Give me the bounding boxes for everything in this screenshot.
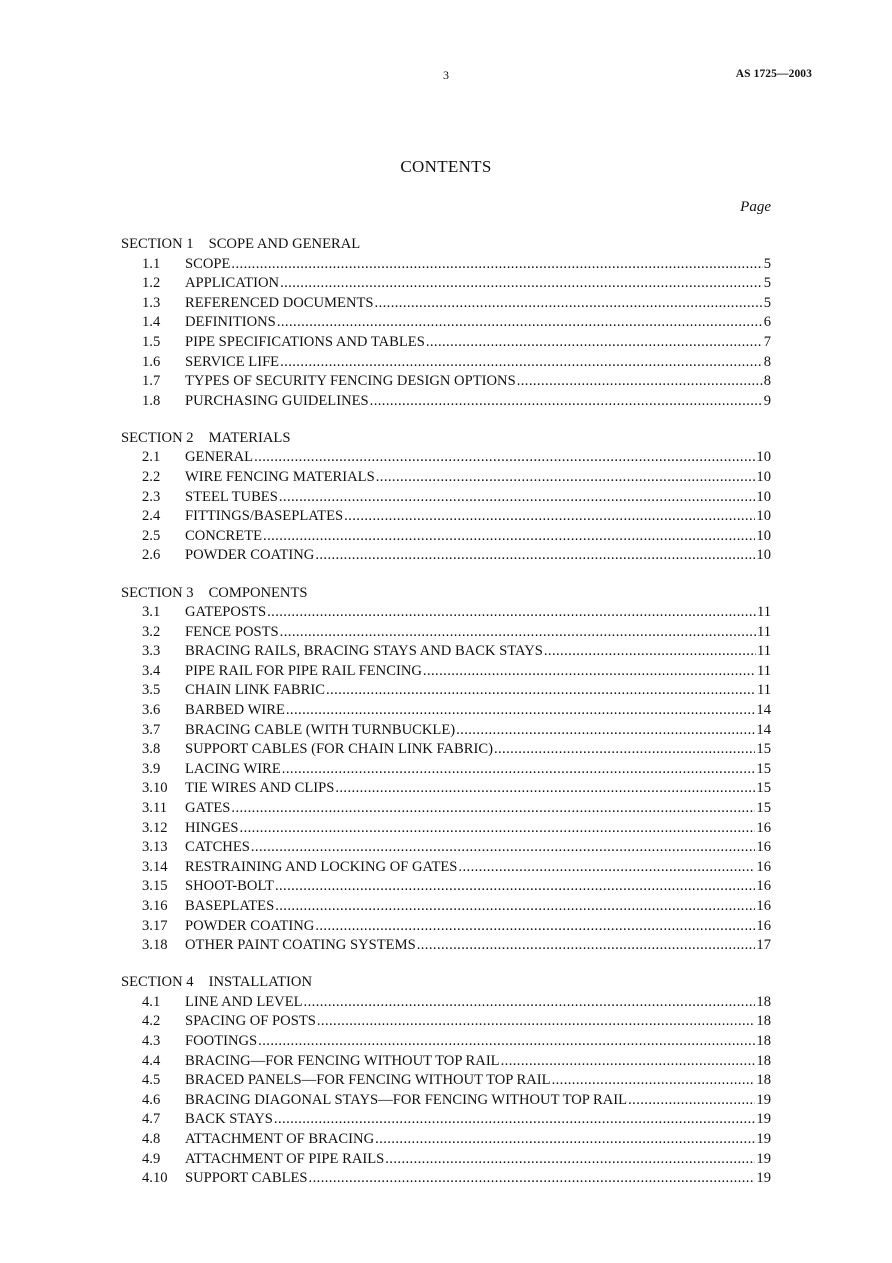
entry-title: WIRE FENCING MATERIALS (185, 469, 375, 486)
entry-title: PIPE SPECIFICATIONS AND TABLES (185, 333, 425, 350)
entry-page-number: 11 (756, 662, 771, 679)
entry-title: CONCRETE (185, 527, 263, 544)
toc-entry[interactable] (121, 838, 771, 858)
toc-entry[interactable] (121, 701, 771, 721)
entry-number: 1.2 (142, 275, 161, 292)
entry-title: POWDER COATING (185, 547, 315, 564)
toc-entry[interactable] (121, 353, 771, 373)
entry-number: 3.7 (142, 721, 161, 738)
entry-page-number: 11 (756, 682, 771, 699)
entry-title: RESTRAINING AND LOCKING OF GATES (185, 858, 458, 875)
toc-entry[interactable] (121, 799, 771, 819)
dot-leader (267, 603, 756, 623)
entry-page-number: 16 (756, 819, 771, 836)
dot-leader (277, 313, 763, 333)
entry-page-number: 19 (756, 1170, 771, 1187)
toc-entry[interactable] (121, 760, 771, 780)
entry-page-number: 19 (756, 1091, 771, 1108)
entry-page-number: 16 (756, 898, 771, 914)
entry-title: BRACED PANELS—FOR FENCING WITHOUT TOP RAIL (185, 1072, 551, 1089)
entry-page-number: 11 (756, 604, 771, 621)
toc-entry[interactable] (121, 623, 771, 643)
entry-number: 3.10 (142, 780, 168, 797)
entry-title: TYPES OF SECURITY FENCING DESIGN OPTIONS (185, 373, 516, 390)
dot-leader (274, 1110, 755, 1130)
dot-leader (251, 838, 756, 858)
contents-title: CONTENTS (400, 157, 492, 176)
toc-entry[interactable] (121, 392, 771, 412)
dot-leader (280, 274, 763, 294)
toc-entry[interactable] (121, 274, 771, 294)
toc-entry[interactable] (121, 1091, 771, 1111)
entry-page-number: 16 (756, 878, 771, 895)
entry-number: 1.1 (142, 255, 161, 272)
toc-entry[interactable] (121, 603, 771, 623)
entry-title: SCOPE (185, 255, 231, 272)
toc-entry[interactable] (121, 1110, 771, 1130)
table-of-contents (121, 235, 771, 1206)
entry-page-number: 16 (756, 839, 771, 856)
toc-entry[interactable] (121, 1150, 771, 1170)
entry-page-number: 10 (756, 547, 771, 564)
entry-number: 1.5 (142, 333, 161, 350)
dot-leader (417, 936, 756, 956)
entry-page-number: 10 (756, 527, 771, 544)
toc-entry[interactable] (121, 527, 771, 547)
entry-title: LINE AND LEVEL (185, 993, 303, 1010)
entry-number: 2.1 (142, 449, 161, 466)
section-title: INSTALLATION (208, 974, 312, 991)
section-heading[interactable] (121, 235, 771, 255)
dot-leader (552, 1071, 756, 1091)
toc-entry[interactable] (121, 372, 771, 392)
entry-title: CATCHES (185, 839, 250, 856)
entry-title: BRACING CABLE (WITH TURNBUCKLE) (185, 721, 456, 738)
toc-entry[interactable] (121, 294, 771, 314)
entry-title: PIPE RAIL FOR PIPE RAIL FENCING (185, 662, 422, 679)
entry-title: FITTINGS/BASEPLATES (185, 508, 344, 525)
entry-page-number: 15 (756, 760, 771, 777)
entry-title: BACK STAYS (185, 1111, 273, 1128)
entry-title: REFERENCED DOCUMENTS (185, 294, 374, 311)
entry-number: 2.5 (142, 527, 161, 544)
entry-title: STEEL TUBES (185, 488, 278, 505)
dot-leader (254, 448, 755, 468)
toc-entry[interactable] (121, 779, 771, 799)
entry-title: BARBED WIRE (185, 702, 285, 719)
toc-entry[interactable] (121, 507, 771, 527)
dot-leader (275, 877, 755, 897)
dot-leader (326, 681, 756, 701)
entry-number: 4.1 (142, 993, 161, 1010)
toc-entry[interactable] (121, 662, 771, 682)
dot-leader (275, 897, 755, 917)
entry-title: POWDER COATING (185, 917, 315, 934)
toc-entry[interactable] (121, 255, 771, 275)
dot-leader (231, 255, 762, 275)
dot-leader (280, 353, 763, 373)
entry-page-number: 15 (756, 800, 771, 817)
section-heading[interactable] (121, 973, 771, 993)
entry-number: 2.4 (142, 508, 161, 525)
entry-title: GENERAL (185, 449, 254, 466)
dot-leader (375, 294, 763, 314)
entry-number: 3.2 (142, 623, 161, 640)
section-number: SECTION 2 (121, 429, 194, 446)
entry-number: 2.6 (142, 547, 161, 564)
entry-page-number: 18 (756, 1072, 771, 1089)
entry-title: BRACING—FOR FENCING WITHOUT TOP RAIL (185, 1052, 500, 1069)
standard-identifier: AS 1725—2003 (735, 68, 812, 80)
entry-title: OTHER PAINT COATING SYSTEMS (185, 937, 416, 954)
entry-number: 2.2 (142, 469, 161, 486)
entry-number: 1.8 (142, 392, 161, 409)
entry-number: 3.8 (142, 741, 161, 758)
dot-leader (335, 779, 755, 799)
entry-number: 4.6 (142, 1091, 161, 1108)
entry-title: SERVICE LIFE (185, 353, 280, 370)
toc-entry[interactable] (121, 740, 771, 760)
entry-page-number: 15 (756, 741, 771, 758)
entry-page-number: 16 (756, 917, 771, 934)
entry-title: LACING WIRE (185, 760, 281, 777)
entry-title: ATTACHMENT OF BRACING (185, 1131, 375, 1148)
toc-entry[interactable] (121, 1052, 771, 1072)
entry-title: SHOOT-BOLT (185, 878, 274, 895)
dot-leader (628, 1091, 755, 1111)
section-title: COMPONENTS (208, 584, 308, 601)
entry-page-number: 16 (756, 858, 771, 875)
entry-number: 3.6 (142, 702, 161, 719)
toc-section (121, 973, 771, 1189)
toc-section (121, 429, 771, 566)
entry-page-number: 15 (756, 780, 771, 797)
toc-entry[interactable] (121, 1071, 771, 1091)
entry-page-number: 18 (756, 1033, 771, 1050)
page-column-label: Page (740, 199, 771, 215)
page-number: 3 (443, 68, 449, 82)
dot-leader (258, 1032, 755, 1052)
toc-entry[interactable] (121, 468, 771, 488)
entry-number: 3.12 (142, 819, 168, 836)
toc-entry[interactable] (121, 313, 771, 333)
entry-number: 4.8 (142, 1131, 161, 1148)
entry-number: 3.14 (142, 858, 168, 875)
entry-page-number: 5 (763, 294, 771, 311)
entry-number: 3.18 (142, 937, 168, 954)
dot-leader (370, 392, 763, 412)
entry-number: 3.1 (142, 604, 161, 621)
entry-number: 4.7 (142, 1111, 161, 1128)
toc-entry[interactable] (121, 1032, 771, 1052)
entry-page-number: 19 (756, 1131, 771, 1148)
entry-number: 3.13 (142, 839, 168, 856)
entry-number: 4.9 (142, 1150, 161, 1167)
dot-leader (501, 1052, 756, 1072)
entry-page-number: 18 (756, 1052, 771, 1069)
entry-page-number: 11 (756, 643, 771, 660)
entry-page-number: 18 (756, 1013, 771, 1030)
dot-leader (309, 1169, 756, 1189)
entry-page-number: 6 (763, 314, 771, 331)
dot-leader (426, 333, 763, 353)
dot-leader (279, 488, 756, 508)
toc-section (121, 584, 771, 956)
entry-title: BASEPLATES (185, 898, 275, 914)
dot-leader (304, 993, 756, 1013)
section-heading[interactable] (121, 584, 771, 604)
entry-page-number: 11 (756, 623, 771, 640)
entry-page-number: 8 (763, 373, 771, 390)
entry-number: 1.4 (142, 314, 161, 331)
entry-number: 3.15 (142, 878, 168, 895)
entry-page-number: 5 (763, 255, 771, 272)
entry-title: TIE WIRES AND CLIPS (185, 780, 335, 797)
entry-title: APPLICATION (185, 275, 280, 292)
dot-leader (544, 642, 756, 662)
toc-entry[interactable] (121, 936, 771, 956)
dot-leader (315, 546, 755, 566)
toc-section (121, 235, 771, 411)
toc-entry[interactable] (121, 819, 771, 839)
entry-page-number: 14 (756, 702, 771, 719)
dot-leader (494, 740, 755, 760)
toc-entry[interactable] (121, 448, 771, 468)
entry-number: 4.5 (142, 1072, 161, 1089)
toc-entry[interactable] (121, 642, 771, 662)
entry-title: GATEPOSTS (185, 604, 267, 621)
dot-leader (282, 760, 756, 780)
entry-title: BRACING DIAGONAL STAYS—FOR FENCING WITHOUT TOP RAIL (185, 1091, 628, 1108)
dot-leader (456, 721, 755, 741)
entry-page-number: 10 (756, 449, 771, 466)
entry-number: 1.6 (142, 353, 161, 370)
dot-leader (376, 468, 756, 488)
dot-leader (280, 623, 756, 643)
section-number: SECTION 1 (121, 236, 194, 252)
entry-title: DEFINITIONS (185, 314, 276, 331)
dot-leader (517, 372, 763, 392)
dot-leader (423, 662, 756, 682)
dot-leader (385, 1150, 755, 1170)
entry-title: SPACING OF POSTS (185, 1013, 316, 1030)
toc-entry[interactable] (121, 917, 771, 937)
entry-number: 3.9 (142, 760, 161, 777)
entry-number: 4.2 (142, 1013, 161, 1030)
toc-entry[interactable] (121, 897, 771, 917)
entry-page-number: 10 (756, 469, 771, 486)
toc-entry[interactable] (121, 1012, 771, 1032)
entry-number: 4.4 (142, 1052, 161, 1069)
entry-page-number: 18 (756, 993, 771, 1010)
toc-entry[interactable] (121, 721, 771, 741)
toc-entry[interactable] (121, 993, 771, 1013)
entry-page-number: 19 (756, 1111, 771, 1128)
entry-page-number: 10 (756, 508, 771, 525)
entry-page-number: 17 (756, 937, 771, 954)
entry-number: 3.17 (142, 917, 168, 934)
entry-number: 3.3 (142, 643, 161, 660)
entry-number: 1.7 (142, 373, 161, 390)
dot-leader (375, 1130, 755, 1150)
toc-entry[interactable] (121, 1130, 771, 1150)
entry-page-number: 19 (756, 1150, 771, 1167)
toc-entry[interactable] (121, 546, 771, 566)
entry-title: SUPPORT CABLES (FOR CHAIN LINK FABRIC) (185, 741, 493, 758)
section-number: SECTION 4 (121, 974, 194, 991)
entry-number: 2.3 (142, 488, 161, 505)
entry-number: 4.3 (142, 1033, 161, 1050)
entry-title: CHAIN LINK FABRIC (185, 682, 325, 699)
section-title: SCOPE AND GENERAL (208, 236, 361, 252)
toc-entry[interactable] (121, 1169, 771, 1189)
entry-number: 4.10 (142, 1170, 168, 1187)
entry-page-number: 5 (763, 275, 771, 292)
entry-page-number: 14 (756, 721, 771, 738)
dot-leader (263, 527, 755, 547)
entry-title: FOOTINGS (185, 1033, 258, 1050)
entry-number: 3.11 (142, 800, 167, 817)
entry-title: SUPPORT CABLES (185, 1170, 308, 1187)
entry-page-number: 8 (763, 353, 771, 370)
entry-title: ATTACHMENT OF PIPE RAILS (185, 1150, 385, 1167)
dot-leader (286, 701, 756, 721)
dot-leader (317, 1012, 756, 1032)
dot-leader (240, 819, 756, 839)
dot-leader (344, 507, 755, 527)
dot-leader (458, 858, 755, 878)
dot-leader (231, 799, 755, 819)
toc-entry[interactable] (121, 488, 771, 508)
toc-entry[interactable] (121, 858, 771, 878)
toc-entry[interactable] (121, 333, 771, 353)
entry-title: PURCHASING GUIDELINES (185, 392, 369, 409)
entry-page-number: 9 (763, 392, 771, 409)
entry-page-number: 10 (756, 488, 771, 505)
section-title: MATERIALS (208, 429, 291, 446)
section-number: SECTION 3 (121, 584, 194, 601)
dot-leader (315, 917, 755, 937)
entry-number: 3.16 (142, 898, 168, 914)
entry-title: BRACING RAILS, BRACING STAYS AND BACK STAYS (185, 643, 543, 660)
entry-number: 1.3 (142, 294, 161, 311)
entry-title: GATES (185, 800, 231, 817)
entry-number: 3.4 (142, 662, 161, 679)
toc-entry[interactable] (121, 681, 771, 701)
entry-number: 3.5 (142, 682, 161, 699)
section-heading[interactable] (121, 429, 771, 449)
entry-title: FENCE POSTS (185, 623, 279, 640)
entry-title: HINGES (185, 819, 239, 836)
toc-entry[interactable] (121, 877, 771, 897)
entry-page-number: 7 (763, 333, 771, 350)
